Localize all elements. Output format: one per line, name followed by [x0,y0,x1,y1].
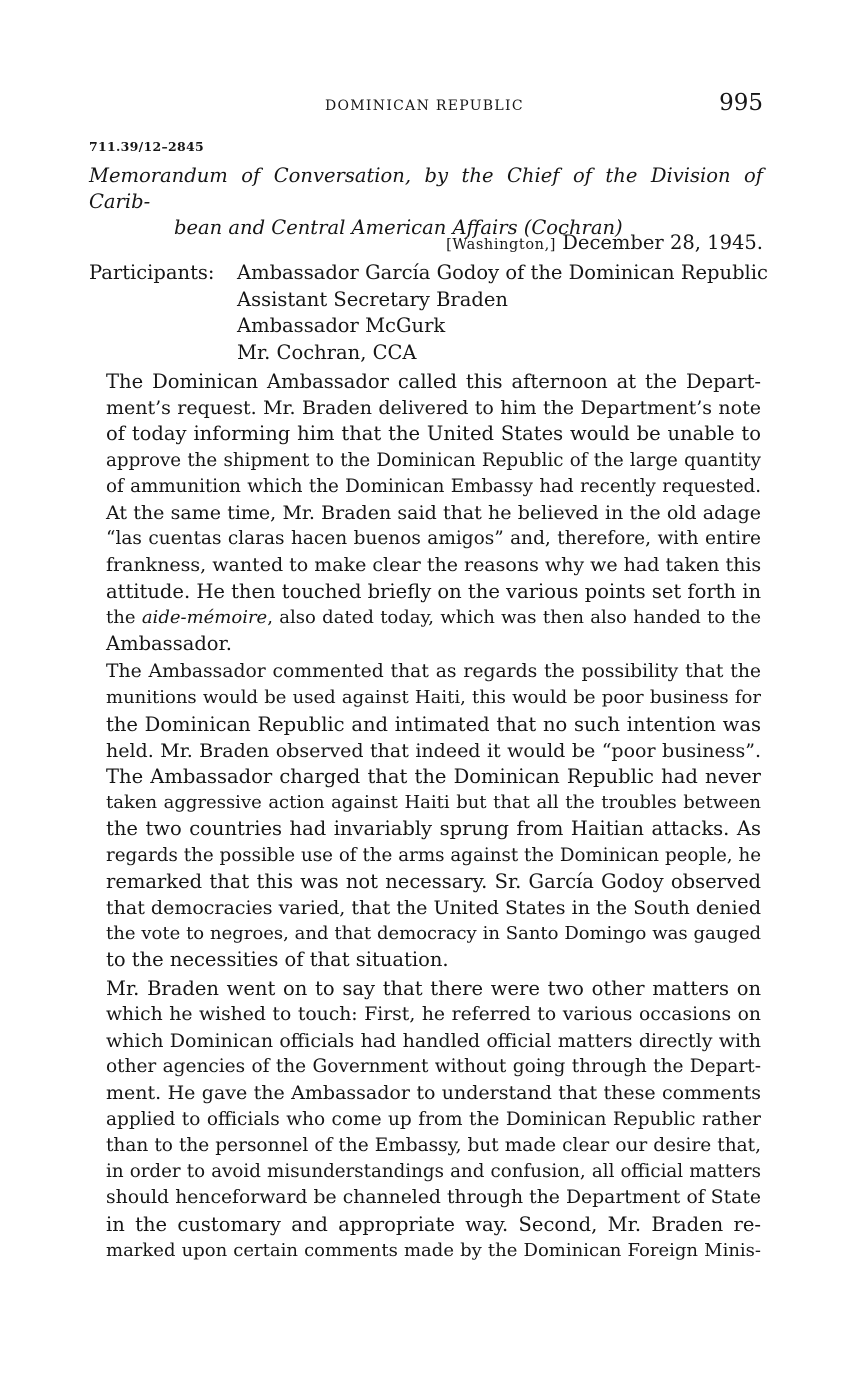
text-line: than to the personnel of the Embassy, but made clear our desire that, [106,1134,761,1156]
text-line: approve the shipment to the Dominican Republic of the large quantity [106,449,761,471]
dateline-place: [Washington,] [446,237,557,253]
text-line: applied to officials who come up from the Dominican Republic rather [106,1108,761,1130]
italic-term: aide-mémoire [141,606,268,628]
text-line: which Dominican officials had handled official matters directly with [106,1030,761,1053]
text-line: regards the possible use of the arms against the Dominican people, he [106,844,761,866]
text-line: attitude. He then touched briefly on the various points set forth in [106,579,762,603]
participants-list [237,260,768,366]
memorandum-title [89,163,763,241]
text-line: marked upon certain comments made by the Dominican Foreign Minis- [106,1239,761,1261]
text-line: the aide-mémoire, also dated today, which was then also handed to the [106,606,762,628]
text-line: The Dominican Ambassador called this afternoon at the Depart- [106,370,761,393]
paragraph-2 [89,659,761,973]
text-line: Mr. Braden went on to say that there were two other matters on [106,976,761,1000]
dateline-date: December 28, 1945. [562,231,763,254]
text-line: taken aggressive action against Haiti but that all the troubles between [106,792,761,814]
text-line: frankness, wanted to make clear the reasons why we had taken this [106,554,762,577]
file-number: 711.39/12–2845 [89,139,205,154]
text-line: ment’s request. Mr. Braden delivered to him the Department’s note [106,397,761,420]
text-line: Ambassador. [106,632,232,656]
text-line: of today informing him that the United States would be unable to [106,422,761,446]
text-line: The Ambassador commented that as regards the possibility that the [106,661,761,683]
text-line: that democracies varied, that the United States in the South denied [106,897,761,920]
participant-item: Ambassador García Godoy of the Dominican Republic [237,261,768,284]
text-line: At the same time, Mr. Braden said that he believed in the old adage [106,502,761,525]
participants-label: Participants: [89,261,215,284]
text-line: the two countries had invariably sprung from Haitian attacks. As [106,817,761,841]
text-line: remarked that this was not necessary. Sr. García Godoy observed [106,869,761,893]
text-line: of ammunition which the Dominican Embassy had recently requested. [106,475,761,497]
paragraph-1 [89,369,761,657]
text-line: munitions would be used against Haiti, this would be poor business for [106,687,761,709]
text-line: held. Mr. Braden observed that indeed it would be “poor business”. [106,739,761,762]
participant-item: Assistant Secretary Braden [237,287,508,311]
participant-item: Ambassador McGurk [237,314,446,337]
paragraph-3 [89,976,761,1264]
text-line: “las cuentas claras hacen buenos amigos” and, therefore, with entire [106,528,761,550]
text-line: the Dominican Republic and intimated that no such intention was [106,712,761,736]
memorandum-body [89,369,761,1266]
text-line: the vote to negroes, and that democracy in Santo Domingo was gauged [106,923,761,945]
page-header [89,90,763,122]
page-number: 995 [719,90,763,116]
text-line: should henceforward be channeled through the Department of State [106,1187,761,1209]
text-line: to the necessities of that situation. [106,948,449,972]
text-line: in order to avoid misunderstandings and confusion, all official matters [106,1161,761,1183]
dateline [446,231,763,254]
text-line: in the customary and appropriate way. Second, Mr. Braden re- [106,1212,761,1236]
title-line-2: bean and Central American Affairs (Cochran) [174,216,623,239]
title-line-1: Memorandum of Conversation, by the Chief of the Division of Carib- [89,164,763,213]
participant-item: Mr. Cochran, CCA [237,340,417,364]
text-line: The Ambassador charged that the Dominican Republic had never [106,765,761,789]
running-head: DOMINICAN REPUBLIC [325,98,524,114]
text-line: other agencies of the Government without going through the Depart- [106,1056,761,1078]
text-line: ment. He gave the Ambassador to understand that these comments [106,1082,761,1105]
text-line: which he wished to touch: First, he referred to various occasions on [106,1003,761,1025]
